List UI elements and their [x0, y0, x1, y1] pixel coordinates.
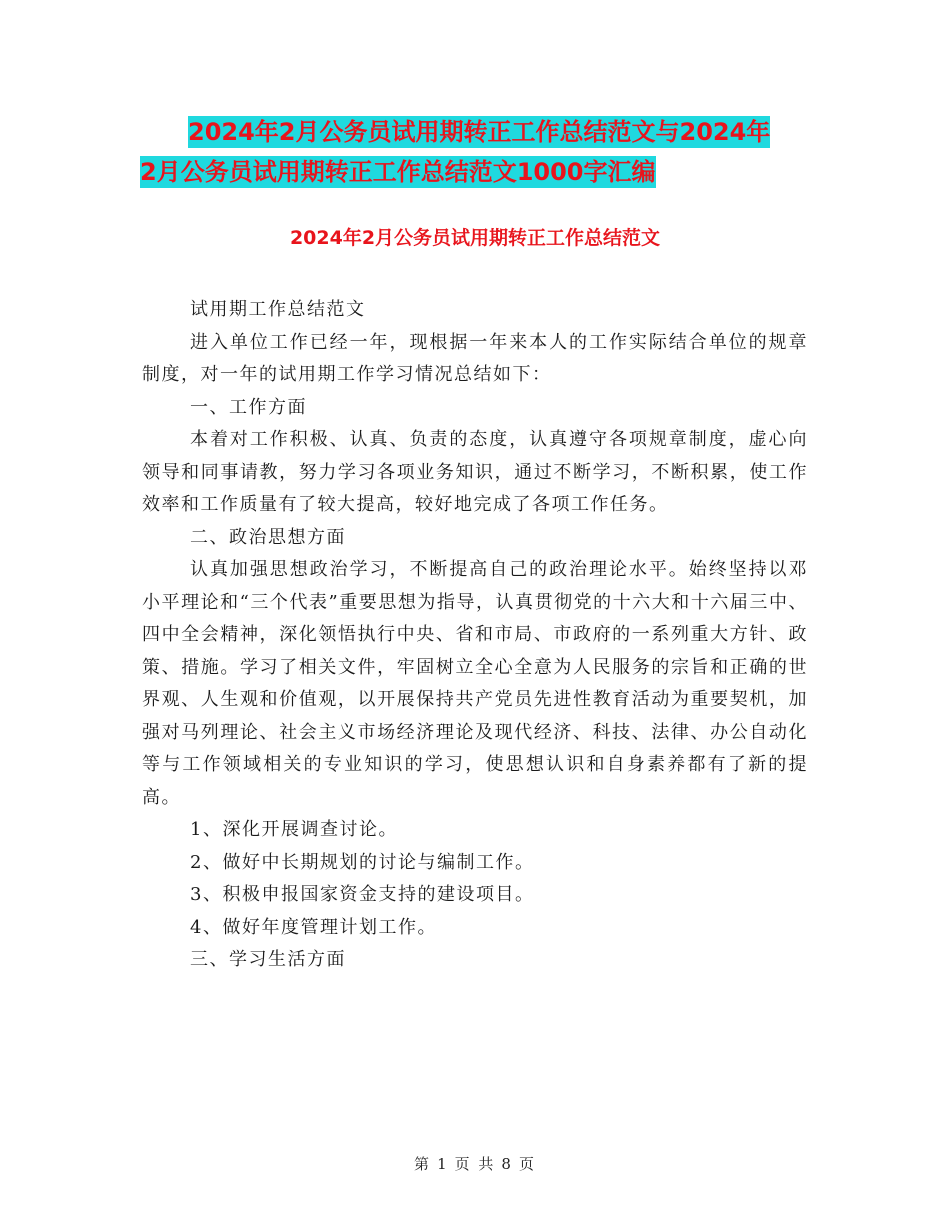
document-title-line-1: 2024年2月公务员试用期转正工作总结范文与2024年	[188, 118, 771, 146]
document-body	[142, 294, 808, 977]
footer-total-pages: 8	[501, 1155, 513, 1173]
paragraph-section-1-body: 本着对工作积极、认真、负责的态度，认真遵守各项规章制度，虚心向领导和同事请教，努力学习各项业务知识，通过不断学习，不断积累，使工作效率和工作质量有了较大提高，较好地完成了各项工作任务。	[142, 429, 808, 515]
list-item: 3、积极申报国家资金支持的建设项目。	[190, 884, 535, 905]
paragraph-section-2-body: 认真加强思想政治学习，不断提高自己的政治理论水平。始终坚持以邓小平理论和“三个代表”重要思想为指导，认真贯彻党的十六大和十六届三中、四中全会精神，深化领悟执行中央、省和市局、市政府的一系列重大方针、政策、措施。学习了相关文件，牢固树立全心全意为人民服务的宗旨和正确的世界观、人生观和价值观，以开展保持共产党员先进性教育活动为重要契机，加强对马列理论、社会主义市场经济理论及现代经济、科技、法律、办公自动化等与工作领域相关的专业知识的学习，使思想认识和自身素养都有了新的提高。	[142, 559, 808, 808]
document-title	[140, 112, 820, 192]
footer-suffix: 页	[518, 1155, 536, 1173]
footer-middle: 页 共	[454, 1155, 496, 1173]
paragraph-section-3-heading: 三、学习生活方面	[190, 949, 346, 970]
list-item: 4、做好年度管理计划工作。	[190, 916, 437, 938]
paragraph-intro: 进入单位工作已经一年，现根据一年来本人的工作实际结合单位的规章制度，对一年的试用期工作学习情况总结如下：	[142, 331, 808, 385]
footer-prefix: 第	[414, 1155, 432, 1173]
footer-page-number: 1	[437, 1155, 449, 1173]
section-title: 2024年2月公务员试用期转正工作总结范文	[289, 227, 661, 249]
paragraph-section-2-heading: 二、政治思想方面	[190, 526, 346, 548]
document-title-line-2: 2月公务员试用期转正工作总结范文1000字汇编	[140, 158, 656, 186]
page-footer	[0, 1153, 950, 1174]
paragraph-section-1-heading: 一、工作方面	[190, 396, 307, 418]
list-item: 1、深化开展调查讨论。	[190, 819, 398, 840]
paragraph-heading: 试用期工作总结范文	[190, 299, 366, 320]
list-item: 2、做好中长期规划的讨论与编制工作。	[190, 851, 535, 873]
